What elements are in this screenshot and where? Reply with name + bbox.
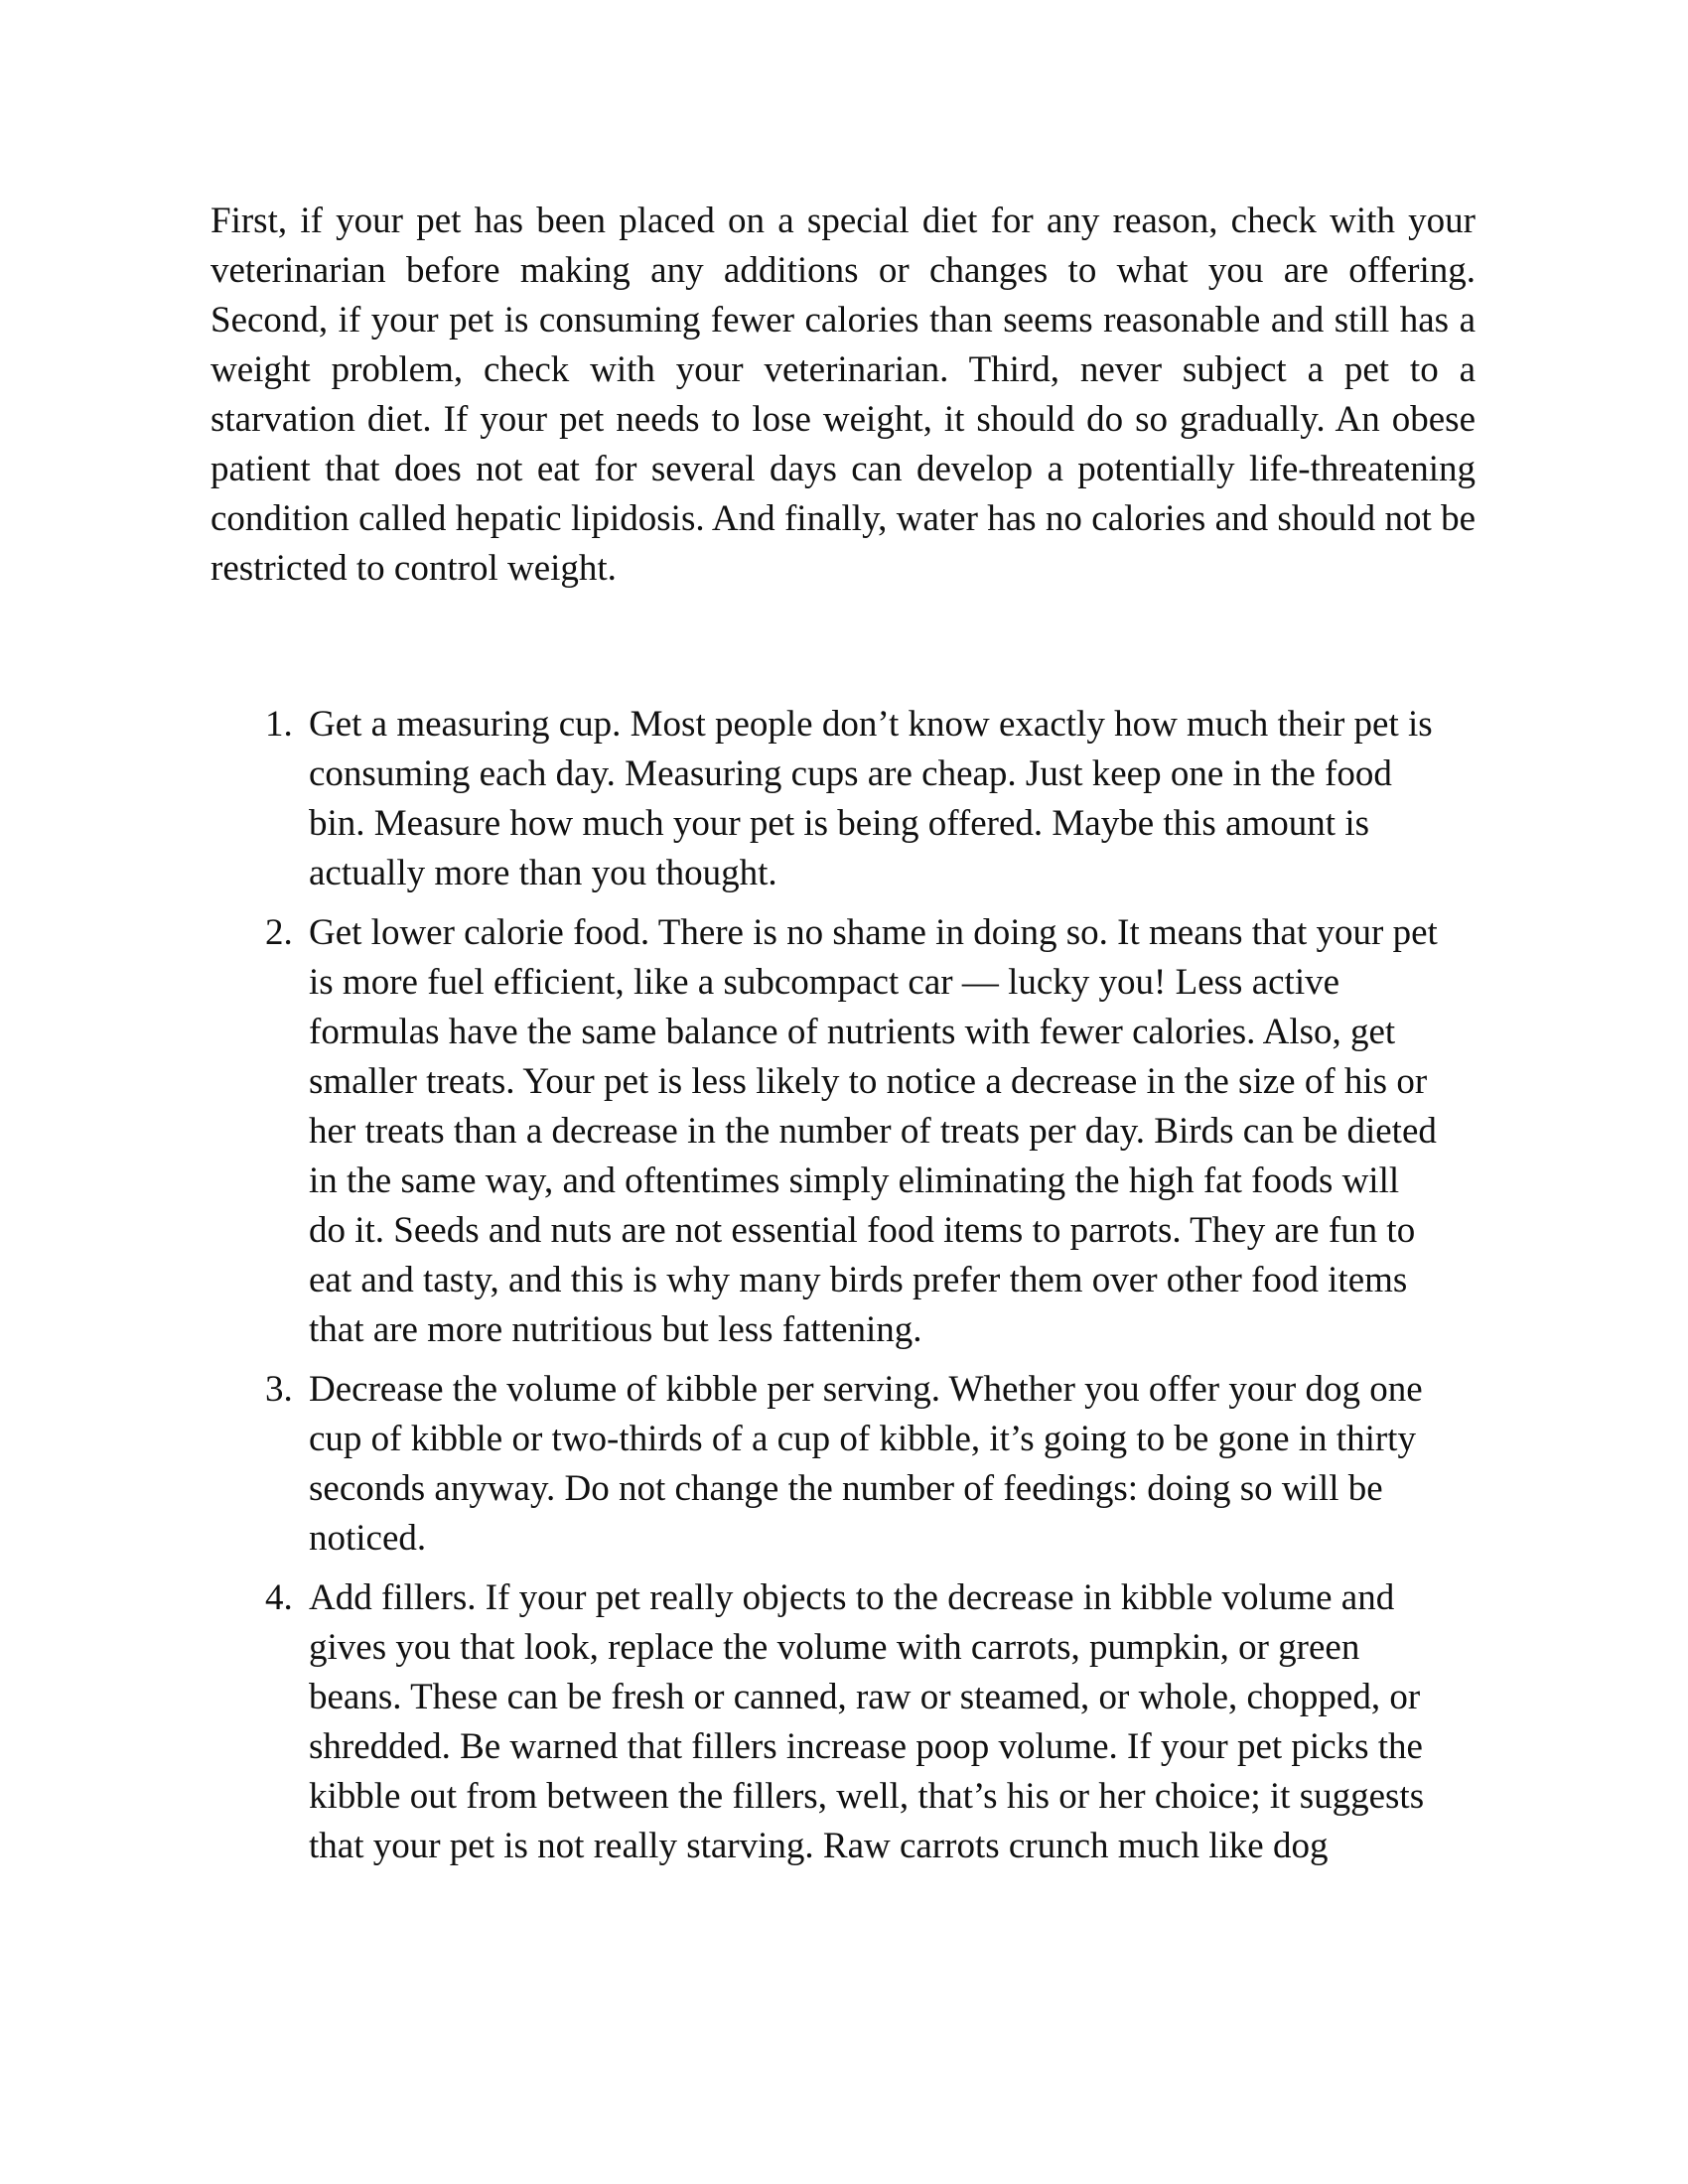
list-item-text: Get a measuring cup. Most people don’t know exactly how much their pet is consuming each day. Measuring cups are cheap. Just keep one in the food bin. Measure how much your pet is being offered. Maybe this amount is actually more than you thought. (309, 704, 1433, 893)
list-item-number: 2. (265, 912, 293, 953)
list-item-number: 4. (265, 1577, 293, 1618)
list-item (265, 908, 1441, 1355)
list-item-text: Decrease the volume of kibble per serving. Whether you offer your dog one cup of kibble or two-thirds of a cup of kibble, it’s going to be gone in thirty seconds anyway. Do not change the number of feedings: doing so will be noticed. (309, 1369, 1423, 1559)
list-item (265, 1365, 1441, 1564)
list-item-number: 1. (265, 704, 293, 745)
intro-paragraph: First, if your pet has been placed on a special diet for any reason, check with your veterinarian before making any additions or changes to what you are offering. Second, if your pet is consuming fewer calories than seems reasonable and still has a weight problem, check with your veterinarian. Third, never subject a pet to a starvation diet. If your pet needs to lose weight, it should do so gradually. An obese patient that does not eat for several days can develop a potentially life-threatening condition called hepatic lipidosis. And finally, water has no calories and should not be restricted to control weight. (211, 201, 1476, 589)
list-item-text: Get lower calorie food. There is no shame in doing so. It means that your pet is more fuel efficient, like a subcompact car — lucky you! Less active formulas have the same balance of nutrients with fewer calories. Also, get smaller treats. Your pet is less likely to notice a decrease in the size of his or her treats than a decrease in the number of treats per day. Birds can be dieted in the same way, and oftentimes simply eliminating the high fat foods will do it. Seeds and nuts are not essential food items to parrots. They are fun to eat and tasty, and this is why many birds prefer them over other food items that are more nutritious but less fattening. (309, 912, 1438, 1350)
list-item (265, 1573, 1441, 1871)
list-item (265, 700, 1441, 898)
numbered-tips-list (265, 700, 1441, 1881)
list-item-number: 3. (265, 1369, 293, 1410)
list-item-text: Add fillers. If your pet really objects to the decrease in kibble volume and gives you that look, replace the volume with carrots, pumpkin, or green beans. These can be fresh or canned, raw or steamed, or whole, chopped, or shredded. Be warned that fillers increase poop volume. If your pet picks the kibble out from between the fillers, well, that’s his or her choice; it suggests that your pet is not really starving. Raw carrots crunch much like dog (309, 1577, 1425, 1866)
